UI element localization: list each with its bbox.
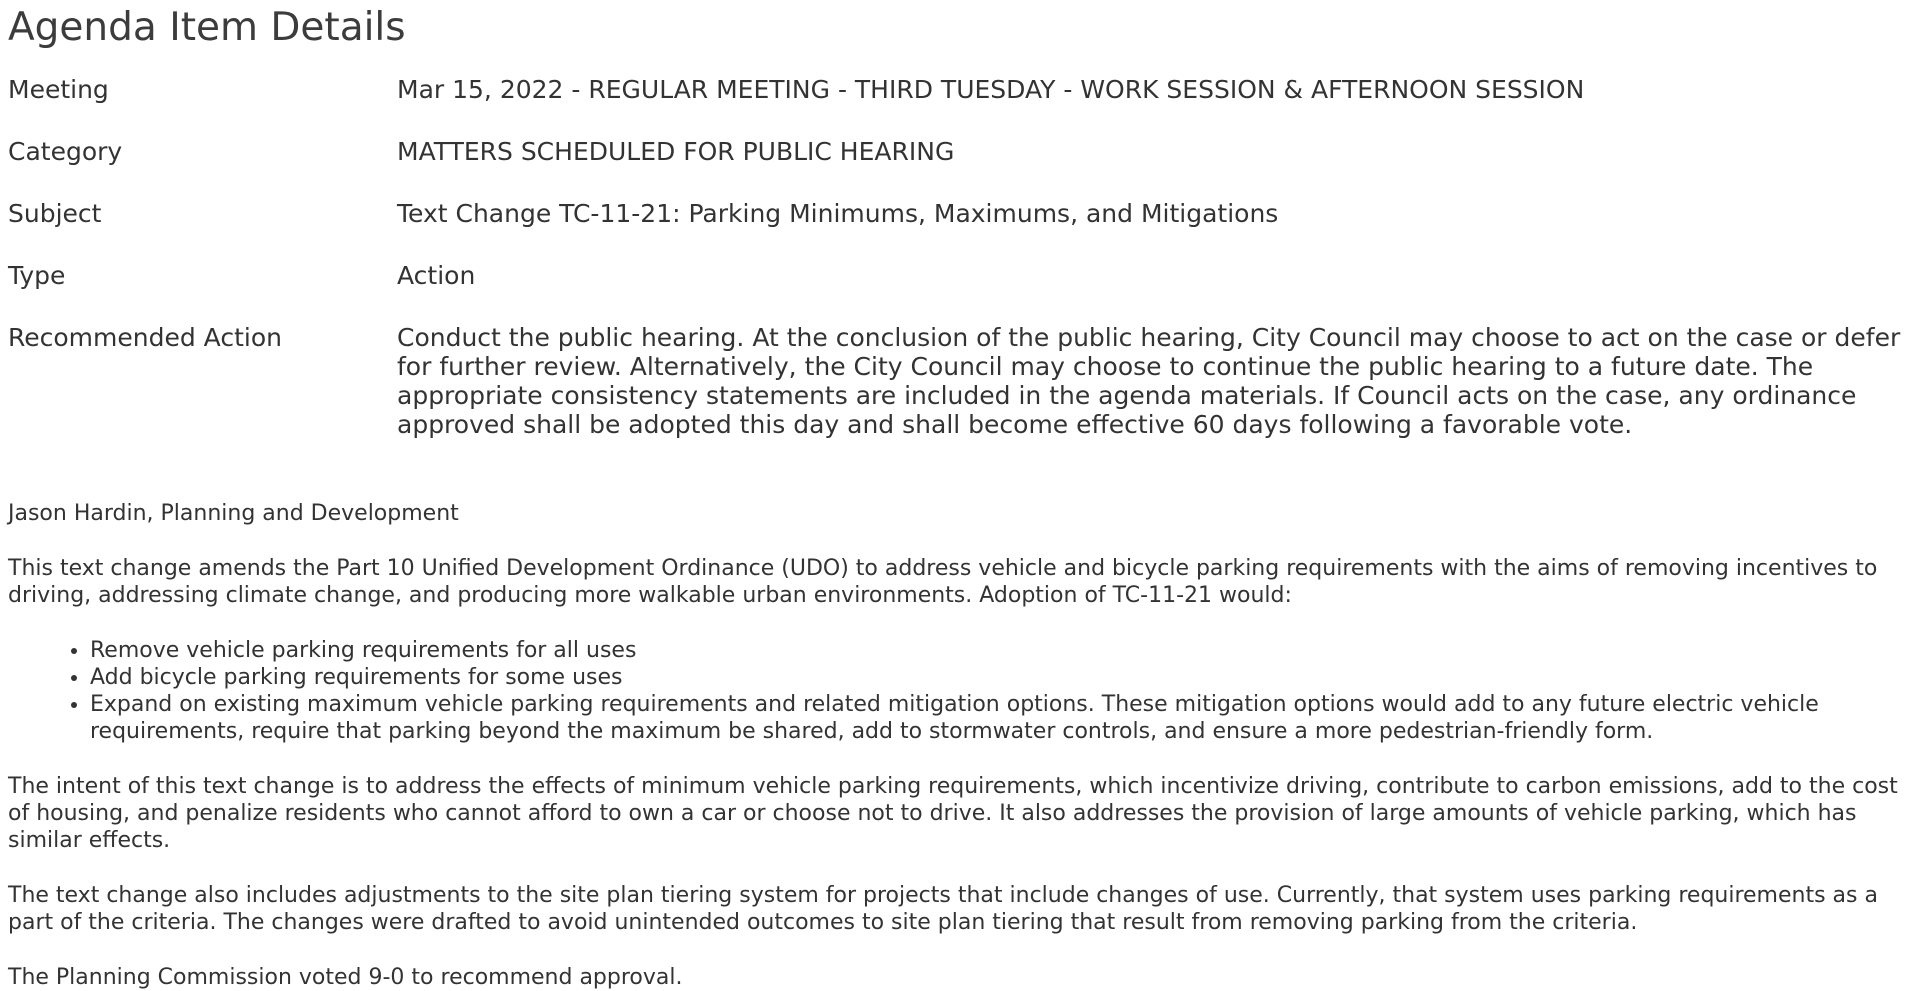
category-label: Category	[8, 137, 123, 166]
details-table	[8, 75, 1908, 439]
details-row-meeting	[8, 75, 1908, 104]
meeting-label: Meeting	[8, 75, 109, 104]
details-row-subject	[8, 199, 1908, 228]
vote-paragraph: The Planning Commission voted 9-0 to recommend approval.	[8, 965, 683, 990]
subject-value: Text Change TC-11-21: Parking Minimums, Maximums, and Mitigations	[397, 199, 1279, 228]
recommended-action-label: Recommended Action	[8, 323, 282, 352]
intent-paragraph: The intent of this text change is to address the effects of minimum vehicle parking requirements, which incentivize driving, contribute to carbon emissions, add to the cost of housing, and penalize residents who cannot afford to own a car or choose not to drive. It also addresses the provision of large amounts of vehicle parking, which has similar effects.	[8, 774, 1898, 853]
category-value: MATTERS SCHEDULED FOR PUBLIC HEARING	[397, 137, 955, 166]
intro-paragraph: This text change amends the Part 10 Unified Development Ordinance (UDO) to address vehicle and bicycle parking requirements with the aims of removing incentives to driving, addressing climate change, and producing more walkable urban environments. Adoption of TC-11-21 would:	[8, 556, 1878, 608]
type-label: Type	[8, 261, 66, 290]
details-row-type	[8, 261, 1908, 290]
list-item: • Remove vehicle parking requirements for all uses	[90, 637, 1916, 664]
tiering-paragraph: The text change also includes adjustments to the site plan tiering system for projects that include changes of use. Currently, that system uses parking requirements as a part of the criteria. The changes were drafted to avoid unintended outcomes to site plan tiering that result from removing parking from the criteria.	[8, 883, 1878, 935]
item-body	[8, 500, 1916, 991]
meeting-value: Mar 15, 2022 - REGULAR MEETING - THIRD TUESDAY - WORK SESSION & AFTERNOON SESSION	[397, 75, 1585, 104]
presenter-line: Jason Hardin, Planning and Development	[8, 501, 459, 526]
page-title: Agenda Item Details	[8, 5, 406, 50]
list-item: • Add bicycle parking requirements for some uses	[90, 664, 1916, 691]
details-row-recommended-action	[8, 323, 1908, 439]
list-item: • Expand on existing maximum vehicle parking requirements and related mitigation options. These mitigation options would add to any future electric vehicle requirements, require that parking beyond the maximum be shared, add to stormwater controls, and ensure a more pedestrian-friendly form.	[90, 691, 1916, 745]
adoption-list	[8, 637, 1916, 745]
details-row-category	[8, 137, 1908, 166]
subject-label: Subject	[8, 199, 102, 228]
type-value: Action	[397, 261, 476, 290]
recommended-action-value: Conduct the public hearing. At the conclusion of the public hearing, City Council may choose to act on the case or defer for further review. Alternatively, the City Council may choose to continue the public hearing to a future date. The appropriate consistency statements are included in the agenda materials. If Council acts on the case, any ordinance approved shall be adopted this day and shall become effective 60 days following a favorable vote.	[397, 323, 1901, 439]
